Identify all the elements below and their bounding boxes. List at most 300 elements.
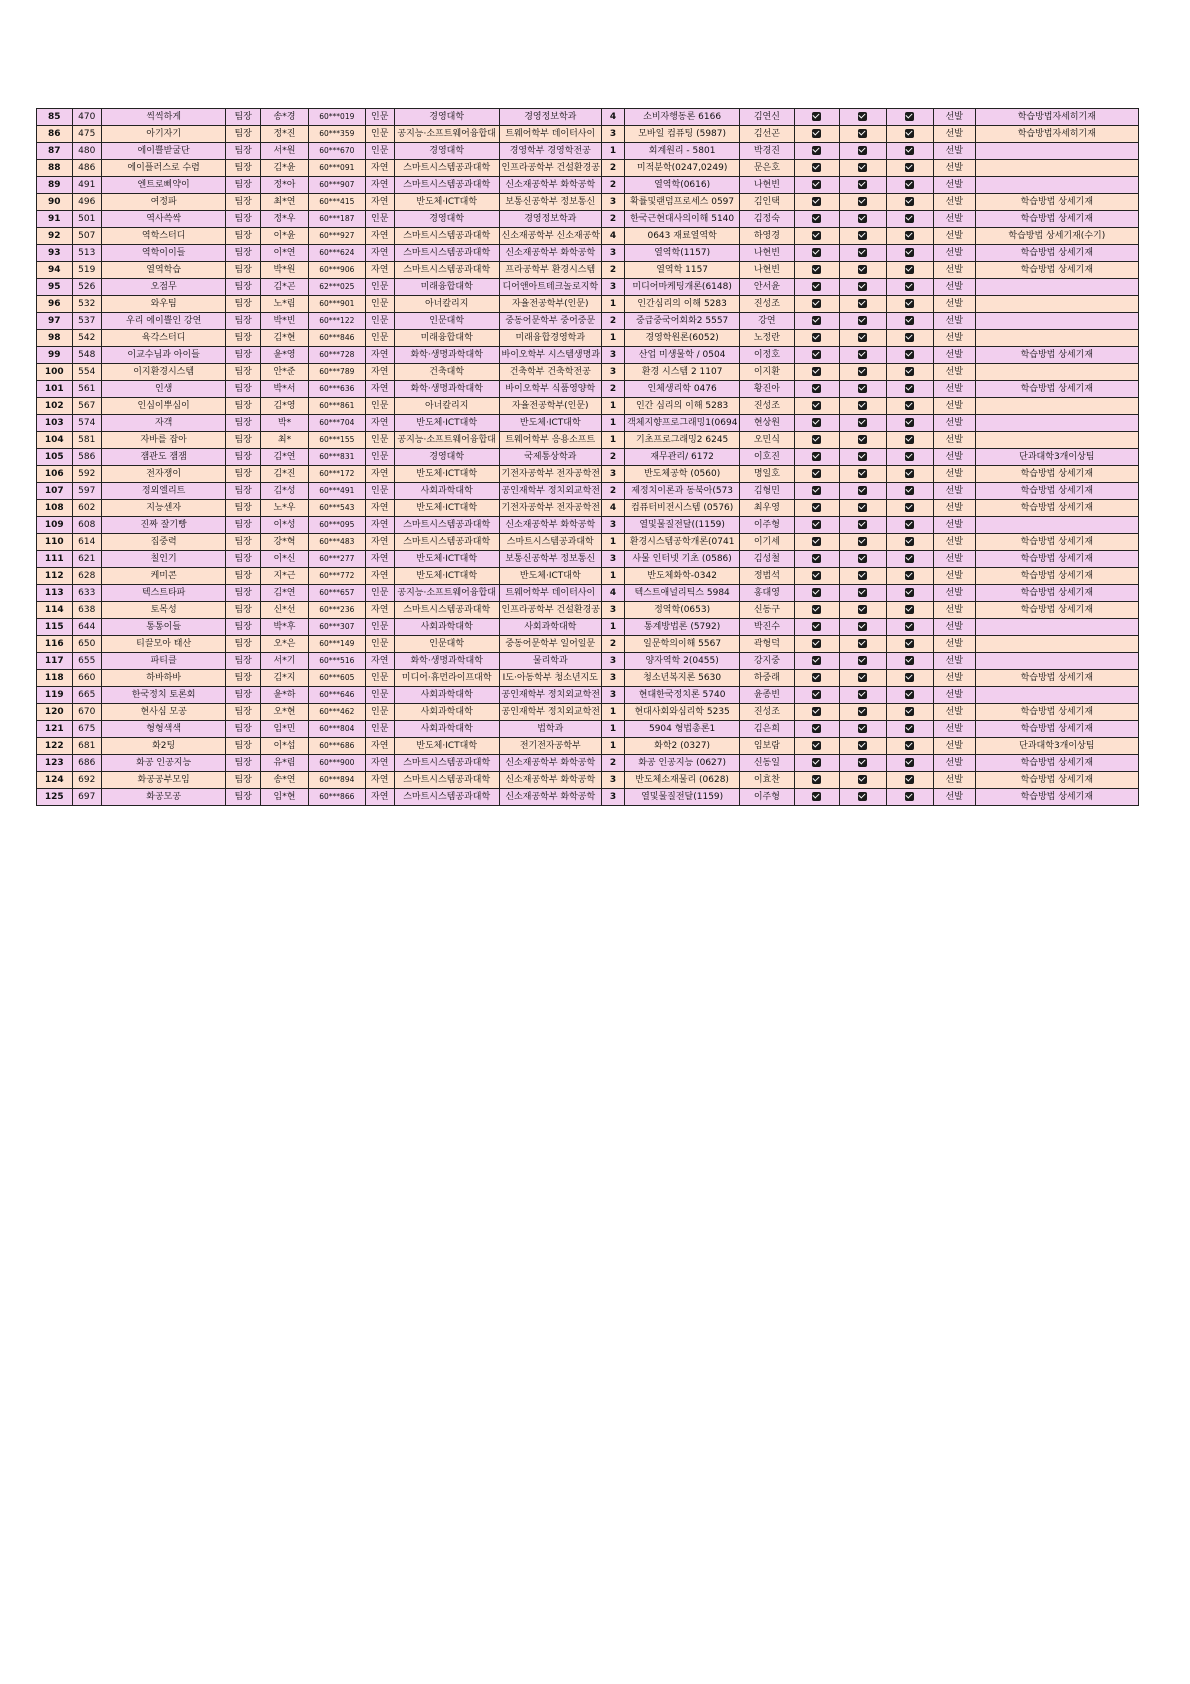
year-cell: 3 (602, 670, 625, 687)
checkbox-checked-icon[interactable] (905, 775, 914, 784)
entry-id: 581 (72, 432, 101, 449)
college-cell: 스마트시스템공과대학 (394, 517, 499, 534)
checkbox-checked-icon[interactable] (812, 384, 821, 393)
checkbox-checked-icon[interactable] (905, 180, 914, 189)
member-name: 오*현 (260, 704, 308, 721)
entry-id: 597 (72, 483, 101, 500)
student-id: 60***646 (309, 687, 366, 704)
member-name: 김*연 (260, 585, 308, 602)
department-cell: 스마트시스템공과대학 (499, 534, 602, 551)
role-cell: 팀장 (226, 296, 261, 313)
college-cell: 아너칼리지 (394, 398, 499, 415)
check-2-cell (839, 211, 886, 228)
checkbox-checked-icon[interactable] (812, 469, 821, 478)
result-cell: 선발 (933, 789, 975, 806)
field-cell: 자연 (365, 381, 394, 398)
check-3-cell (886, 364, 933, 381)
year-cell: 1 (602, 619, 625, 636)
checkbox-checked-icon[interactable] (858, 639, 867, 648)
checkbox-checked-icon[interactable] (858, 588, 867, 597)
checkbox-checked-icon[interactable] (858, 112, 867, 121)
checkbox-checked-icon[interactable] (812, 724, 821, 733)
note-cell: 학습방법 상세기재 (975, 466, 1138, 483)
college-cell: 스마트시스템공과대학 (394, 262, 499, 279)
check-1-cell (794, 381, 839, 398)
course-cell: 열역학 1157 (625, 262, 740, 279)
checkbox-checked-icon[interactable] (905, 656, 914, 665)
check-3-cell (886, 738, 933, 755)
checkbox-checked-icon[interactable] (858, 367, 867, 376)
note-cell: 학습방법 상세기재 (975, 500, 1138, 517)
result-cell: 선발 (933, 211, 975, 228)
department-cell: 신소재공학부 화학공학 (499, 517, 602, 534)
checkbox-checked-icon[interactable] (905, 639, 914, 648)
checkbox-checked-icon[interactable] (858, 282, 867, 291)
checkbox-checked-icon[interactable] (858, 503, 867, 512)
note-cell: 학습방법 상세기재 (975, 262, 1138, 279)
check-2-cell (839, 755, 886, 772)
field-cell: 인문 (365, 585, 394, 602)
department-cell: 트웨어학부 데이터사이 (499, 585, 602, 602)
professor-cell: 이지환 (740, 364, 794, 381)
entry-id: 621 (72, 551, 101, 568)
checkbox-checked-icon[interactable] (858, 673, 867, 682)
college-cell: 스마트시스템공과대학 (394, 160, 499, 177)
checkbox-checked-icon[interactable] (812, 520, 821, 529)
checkbox-checked-icon[interactable] (858, 554, 867, 563)
checkbox-checked-icon[interactable] (858, 690, 867, 699)
checkbox-checked-icon[interactable] (812, 452, 821, 461)
check-2-cell (839, 636, 886, 653)
checkbox-checked-icon[interactable] (858, 350, 867, 359)
checkbox-checked-icon[interactable] (858, 265, 867, 274)
checkbox-checked-icon[interactable] (812, 554, 821, 563)
row-number: 107 (37, 483, 73, 500)
checkbox-checked-icon[interactable] (905, 435, 914, 444)
team-name: 화공 인공지능 (101, 755, 226, 772)
checkbox-checked-icon[interactable] (858, 469, 867, 478)
checkbox-checked-icon[interactable] (858, 707, 867, 716)
member-name: 박*서 (260, 381, 308, 398)
checkbox-checked-icon[interactable] (905, 265, 914, 274)
check-1-cell (794, 483, 839, 500)
team-name: 화2팅 (101, 738, 226, 755)
course-cell: 인체생리학 0476 (625, 381, 740, 398)
check-1-cell (794, 466, 839, 483)
entry-id: 532 (72, 296, 101, 313)
role-cell: 팀장 (226, 704, 261, 721)
result-cell: 선발 (933, 653, 975, 670)
check-1-cell (794, 449, 839, 466)
checkbox-checked-icon[interactable] (812, 163, 821, 172)
checkbox-checked-icon[interactable] (812, 758, 821, 767)
checkbox-checked-icon[interactable] (812, 350, 821, 359)
checkbox-checked-icon[interactable] (858, 384, 867, 393)
note-cell (975, 177, 1138, 194)
checkbox-checked-icon[interactable] (905, 520, 914, 529)
team-name: 전자쟁이 (101, 466, 226, 483)
student-id: 60***636 (309, 381, 366, 398)
checkbox-checked-icon[interactable] (905, 724, 914, 733)
row-number: 111 (37, 551, 73, 568)
entry-id: 670 (72, 704, 101, 721)
checkbox-checked-icon[interactable] (812, 622, 821, 631)
checkbox-checked-icon[interactable] (905, 418, 914, 427)
year-cell: 3 (602, 653, 625, 670)
checkbox-checked-icon[interactable] (905, 486, 914, 495)
checkbox-checked-icon[interactable] (812, 639, 821, 648)
entry-id: 542 (72, 330, 101, 347)
check-2-cell (839, 194, 886, 211)
team-name: 지능센자 (101, 500, 226, 517)
checkbox-checked-icon[interactable] (812, 265, 821, 274)
checkbox-checked-icon[interactable] (858, 656, 867, 665)
checkbox-checked-icon[interactable] (905, 792, 914, 801)
row-number: 105 (37, 449, 73, 466)
professor-cell: 최우영 (740, 500, 794, 517)
checkbox-checked-icon[interactable] (858, 180, 867, 189)
checkbox-checked-icon[interactable] (905, 350, 914, 359)
checkbox-checked-icon[interactable] (858, 163, 867, 172)
note-cell (975, 296, 1138, 313)
year-cell: 4 (602, 109, 625, 126)
check-1-cell (794, 126, 839, 143)
checkbox-checked-icon[interactable] (905, 452, 914, 461)
checkbox-checked-icon[interactable] (905, 605, 914, 614)
result-cell: 선발 (933, 551, 975, 568)
team-name: 엔트로삐약이 (101, 177, 226, 194)
checkbox-checked-icon[interactable] (858, 537, 867, 546)
field-cell: 인문 (365, 483, 394, 500)
member-name: 박*원 (260, 262, 308, 279)
checkbox-checked-icon[interactable] (812, 231, 821, 240)
team-name: 잼관도 잼잼 (101, 449, 226, 466)
check-1-cell (794, 143, 839, 160)
checkbox-checked-icon[interactable] (812, 180, 821, 189)
check-2-cell (839, 687, 886, 704)
year-cell: 1 (602, 415, 625, 432)
row-number: 108 (37, 500, 73, 517)
role-cell: 팀장 (226, 500, 261, 517)
result-cell: 선발 (933, 585, 975, 602)
checkbox-checked-icon[interactable] (905, 588, 914, 597)
field-cell: 자연 (365, 789, 394, 806)
department-cell: 국제통상학과 (499, 449, 602, 466)
check-1-cell (794, 211, 839, 228)
checkbox-checked-icon[interactable] (858, 231, 867, 240)
checkbox-checked-icon[interactable] (858, 520, 867, 529)
checkbox-checked-icon[interactable] (812, 741, 821, 750)
table-row (37, 704, 1139, 721)
department-cell: 보통신공학부 정보통신 (499, 551, 602, 568)
checkbox-checked-icon[interactable] (812, 248, 821, 257)
year-cell: 1 (602, 534, 625, 551)
checkbox-checked-icon[interactable] (905, 316, 914, 325)
year-cell: 2 (602, 483, 625, 500)
checkbox-checked-icon[interactable] (858, 758, 867, 767)
checkbox-checked-icon[interactable] (905, 367, 914, 376)
role-cell: 팀장 (226, 347, 261, 364)
check-3-cell (886, 789, 933, 806)
checkbox-checked-icon[interactable] (812, 792, 821, 801)
role-cell: 팀장 (226, 636, 261, 653)
checkbox-checked-icon[interactable] (812, 367, 821, 376)
checkbox-checked-icon[interactable] (812, 775, 821, 784)
row-number: 87 (37, 143, 73, 160)
checkbox-checked-icon[interactable] (858, 486, 867, 495)
role-cell: 팀장 (226, 262, 261, 279)
check-1-cell (794, 602, 839, 619)
entry-id: 526 (72, 279, 101, 296)
check-1-cell (794, 432, 839, 449)
member-name: 최*연 (260, 194, 308, 211)
checkbox-checked-icon[interactable] (858, 435, 867, 444)
field-cell: 인문 (365, 279, 394, 296)
checkbox-checked-icon[interactable] (905, 248, 914, 257)
member-name: 송*경 (260, 109, 308, 126)
checkbox-checked-icon[interactable] (858, 316, 867, 325)
team-name: 우리 에이쁠인 강연 (101, 313, 226, 330)
professor-cell: 진성조 (740, 296, 794, 313)
row-number: 92 (37, 228, 73, 245)
role-cell: 팀장 (226, 381, 261, 398)
checkbox-checked-icon[interactable] (812, 707, 821, 716)
checkbox-checked-icon[interactable] (905, 401, 914, 410)
checkbox-checked-icon[interactable] (812, 112, 821, 121)
checkbox-checked-icon[interactable] (905, 231, 914, 240)
checkbox-checked-icon[interactable] (812, 282, 821, 291)
checkbox-checked-icon[interactable] (858, 248, 867, 257)
member-name: 김*성 (260, 483, 308, 500)
checkbox-checked-icon[interactable] (812, 214, 821, 223)
checkbox-checked-icon[interactable] (812, 486, 821, 495)
row-number: 89 (37, 177, 73, 194)
year-cell: 4 (602, 500, 625, 517)
checkbox-checked-icon[interactable] (905, 129, 914, 138)
checkbox-checked-icon[interactable] (812, 418, 821, 427)
check-1-cell (794, 568, 839, 585)
team-name: 칠인기 (101, 551, 226, 568)
team-name: 육각스터디 (101, 330, 226, 347)
checkbox-checked-icon[interactable] (812, 571, 821, 580)
checkbox-checked-icon[interactable] (812, 656, 821, 665)
checkbox-checked-icon[interactable] (905, 333, 914, 342)
entry-id: 692 (72, 772, 101, 789)
checkbox-checked-icon[interactable] (812, 435, 821, 444)
note-cell: 학습방법 상세기재 (975, 568, 1138, 585)
college-cell: 반도체·ICT대학 (394, 551, 499, 568)
checkbox-checked-icon[interactable] (858, 401, 867, 410)
member-name: 강*혁 (260, 534, 308, 551)
professor-cell: 오민식 (740, 432, 794, 449)
checkbox-checked-icon[interactable] (858, 571, 867, 580)
checkbox-checked-icon[interactable] (905, 758, 914, 767)
member-name: 송*연 (260, 772, 308, 789)
field-cell: 자연 (365, 160, 394, 177)
field-cell: 자연 (365, 653, 394, 670)
member-name: 박*빈 (260, 313, 308, 330)
check-2-cell (839, 449, 886, 466)
checkbox-checked-icon[interactable] (812, 146, 821, 155)
check-2-cell (839, 347, 886, 364)
result-cell: 선발 (933, 738, 975, 755)
checkbox-checked-icon[interactable] (905, 146, 914, 155)
professor-cell: 김정숙 (740, 211, 794, 228)
entry-id: 496 (72, 194, 101, 211)
result-cell: 선발 (933, 194, 975, 211)
checkbox-checked-icon[interactable] (812, 401, 821, 410)
checkbox-checked-icon[interactable] (858, 129, 867, 138)
row-number: 86 (37, 126, 73, 143)
row-number: 88 (37, 160, 73, 177)
checkbox-checked-icon[interactable] (858, 197, 867, 206)
checkbox-checked-icon[interactable] (905, 707, 914, 716)
table-row (37, 738, 1139, 755)
checkbox-checked-icon[interactable] (905, 554, 914, 563)
checkbox-checked-icon[interactable] (858, 146, 867, 155)
checkbox-checked-icon[interactable] (812, 673, 821, 682)
checkbox-checked-icon[interactable] (812, 299, 821, 308)
student-id: 60***462 (309, 704, 366, 721)
row-number: 114 (37, 602, 73, 619)
field-cell: 자연 (365, 415, 394, 432)
checkbox-checked-icon[interactable] (812, 197, 821, 206)
check-1-cell (794, 789, 839, 806)
note-cell: 학습방법 상세기재 (975, 772, 1138, 789)
checkbox-checked-icon[interactable] (858, 452, 867, 461)
checkbox-checked-icon[interactable] (812, 588, 821, 597)
check-3-cell (886, 602, 933, 619)
checkbox-checked-icon[interactable] (812, 333, 821, 342)
check-1-cell (794, 772, 839, 789)
note-cell: 학습방법 상세기재 (975, 347, 1138, 364)
department-cell: 인프라공학부 건설환경공 (499, 160, 602, 177)
student-id: 60***906 (309, 262, 366, 279)
department-cell: 보통신공학부 정보통신 (499, 194, 602, 211)
checkbox-checked-icon[interactable] (812, 537, 821, 546)
field-cell: 인문 (365, 109, 394, 126)
role-cell: 팀장 (226, 364, 261, 381)
checkbox-checked-icon[interactable] (812, 316, 821, 325)
checkbox-checked-icon[interactable] (905, 673, 914, 682)
checkbox-checked-icon[interactable] (812, 503, 821, 512)
department-cell: 기전자공학부 전자공학전 (499, 466, 602, 483)
course-cell: 반도체소재물리 (0628) (625, 772, 740, 789)
checkbox-checked-icon[interactable] (858, 299, 867, 308)
course-cell: 화공 인공지능 (0627) (625, 755, 740, 772)
check-1-cell (794, 738, 839, 755)
department-cell: 중동어문학부 중어중문 (499, 313, 602, 330)
college-cell: 반도체·ICT대학 (394, 568, 499, 585)
checkbox-checked-icon[interactable] (905, 690, 914, 699)
checkbox-checked-icon[interactable] (905, 384, 914, 393)
row-number: 118 (37, 670, 73, 687)
team-name: 통통이들 (101, 619, 226, 636)
result-cell: 선발 (933, 109, 975, 126)
role-cell: 팀장 (226, 568, 261, 585)
member-name: 임*민 (260, 721, 308, 738)
entry-id: 608 (72, 517, 101, 534)
student-id: 60***901 (309, 296, 366, 313)
entry-id: 475 (72, 126, 101, 143)
checkbox-checked-icon[interactable] (858, 418, 867, 427)
field-cell: 자연 (365, 500, 394, 517)
course-cell: 열역학(0616) (625, 177, 740, 194)
note-cell: 학습방법자세히기재 (975, 126, 1138, 143)
team-name: 티끌모아 태산 (101, 636, 226, 653)
year-cell: 1 (602, 738, 625, 755)
checkbox-checked-icon[interactable] (905, 537, 914, 546)
checkbox-checked-icon[interactable] (812, 129, 821, 138)
checkbox-checked-icon[interactable] (858, 605, 867, 614)
checkbox-checked-icon[interactable] (858, 792, 867, 801)
department-cell: 전기전자공학부 (499, 738, 602, 755)
checkbox-checked-icon[interactable] (812, 605, 821, 614)
checkbox-checked-icon[interactable] (858, 724, 867, 733)
checkbox-checked-icon[interactable] (905, 197, 914, 206)
checkbox-checked-icon[interactable] (905, 741, 914, 750)
student-id: 62***025 (309, 279, 366, 296)
course-cell: 통계방법론 (5792) (625, 619, 740, 636)
field-cell: 인문 (365, 721, 394, 738)
professor-cell: 신동일 (740, 755, 794, 772)
professor-cell: 박진수 (740, 619, 794, 636)
checkbox-checked-icon[interactable] (905, 469, 914, 478)
checkbox-checked-icon[interactable] (858, 622, 867, 631)
table-row (37, 415, 1139, 432)
checkbox-checked-icon[interactable] (858, 741, 867, 750)
course-cell: 사물 인터넷 기초 (0586) (625, 551, 740, 568)
checkbox-checked-icon[interactable] (905, 282, 914, 291)
checkbox-checked-icon[interactable] (812, 690, 821, 699)
checkbox-checked-icon[interactable] (858, 214, 867, 223)
result-cell: 선발 (933, 517, 975, 534)
field-cell: 자연 (365, 466, 394, 483)
member-name: 이*섭 (260, 738, 308, 755)
checkbox-checked-icon[interactable] (905, 571, 914, 580)
course-cell: 인간 심리의 이해 5283 (625, 398, 740, 415)
field-cell: 인문 (365, 296, 394, 313)
course-cell: 컴퓨터비전시스템 (0576) (625, 500, 740, 517)
student-id: 60***236 (309, 602, 366, 619)
check-2-cell (839, 789, 886, 806)
role-cell: 팀장 (226, 534, 261, 551)
checkbox-checked-icon[interactable] (905, 214, 914, 223)
result-cell: 선발 (933, 364, 975, 381)
college-cell: 미래융합대학 (394, 279, 499, 296)
check-3-cell (886, 653, 933, 670)
checkbox-checked-icon[interactable] (858, 775, 867, 784)
college-cell: 반도체·ICT대학 (394, 194, 499, 211)
check-2-cell (839, 466, 886, 483)
checkbox-checked-icon[interactable] (858, 333, 867, 342)
checkbox-checked-icon[interactable] (905, 622, 914, 631)
result-cell: 선발 (933, 415, 975, 432)
entry-id: 633 (72, 585, 101, 602)
check-3-cell (886, 449, 933, 466)
year-cell: 1 (602, 398, 625, 415)
department-cell: 공인재학부 정치외교학전 (499, 704, 602, 721)
checkbox-checked-icon[interactable] (905, 503, 914, 512)
year-cell: 4 (602, 228, 625, 245)
table-row (37, 398, 1139, 415)
checkbox-checked-icon[interactable] (905, 163, 914, 172)
result-cell: 선발 (933, 381, 975, 398)
checkbox-checked-icon[interactable] (905, 299, 914, 308)
member-name: 이*연 (260, 245, 308, 262)
checkbox-checked-icon[interactable] (905, 112, 914, 121)
professor-cell: 김성철 (740, 551, 794, 568)
